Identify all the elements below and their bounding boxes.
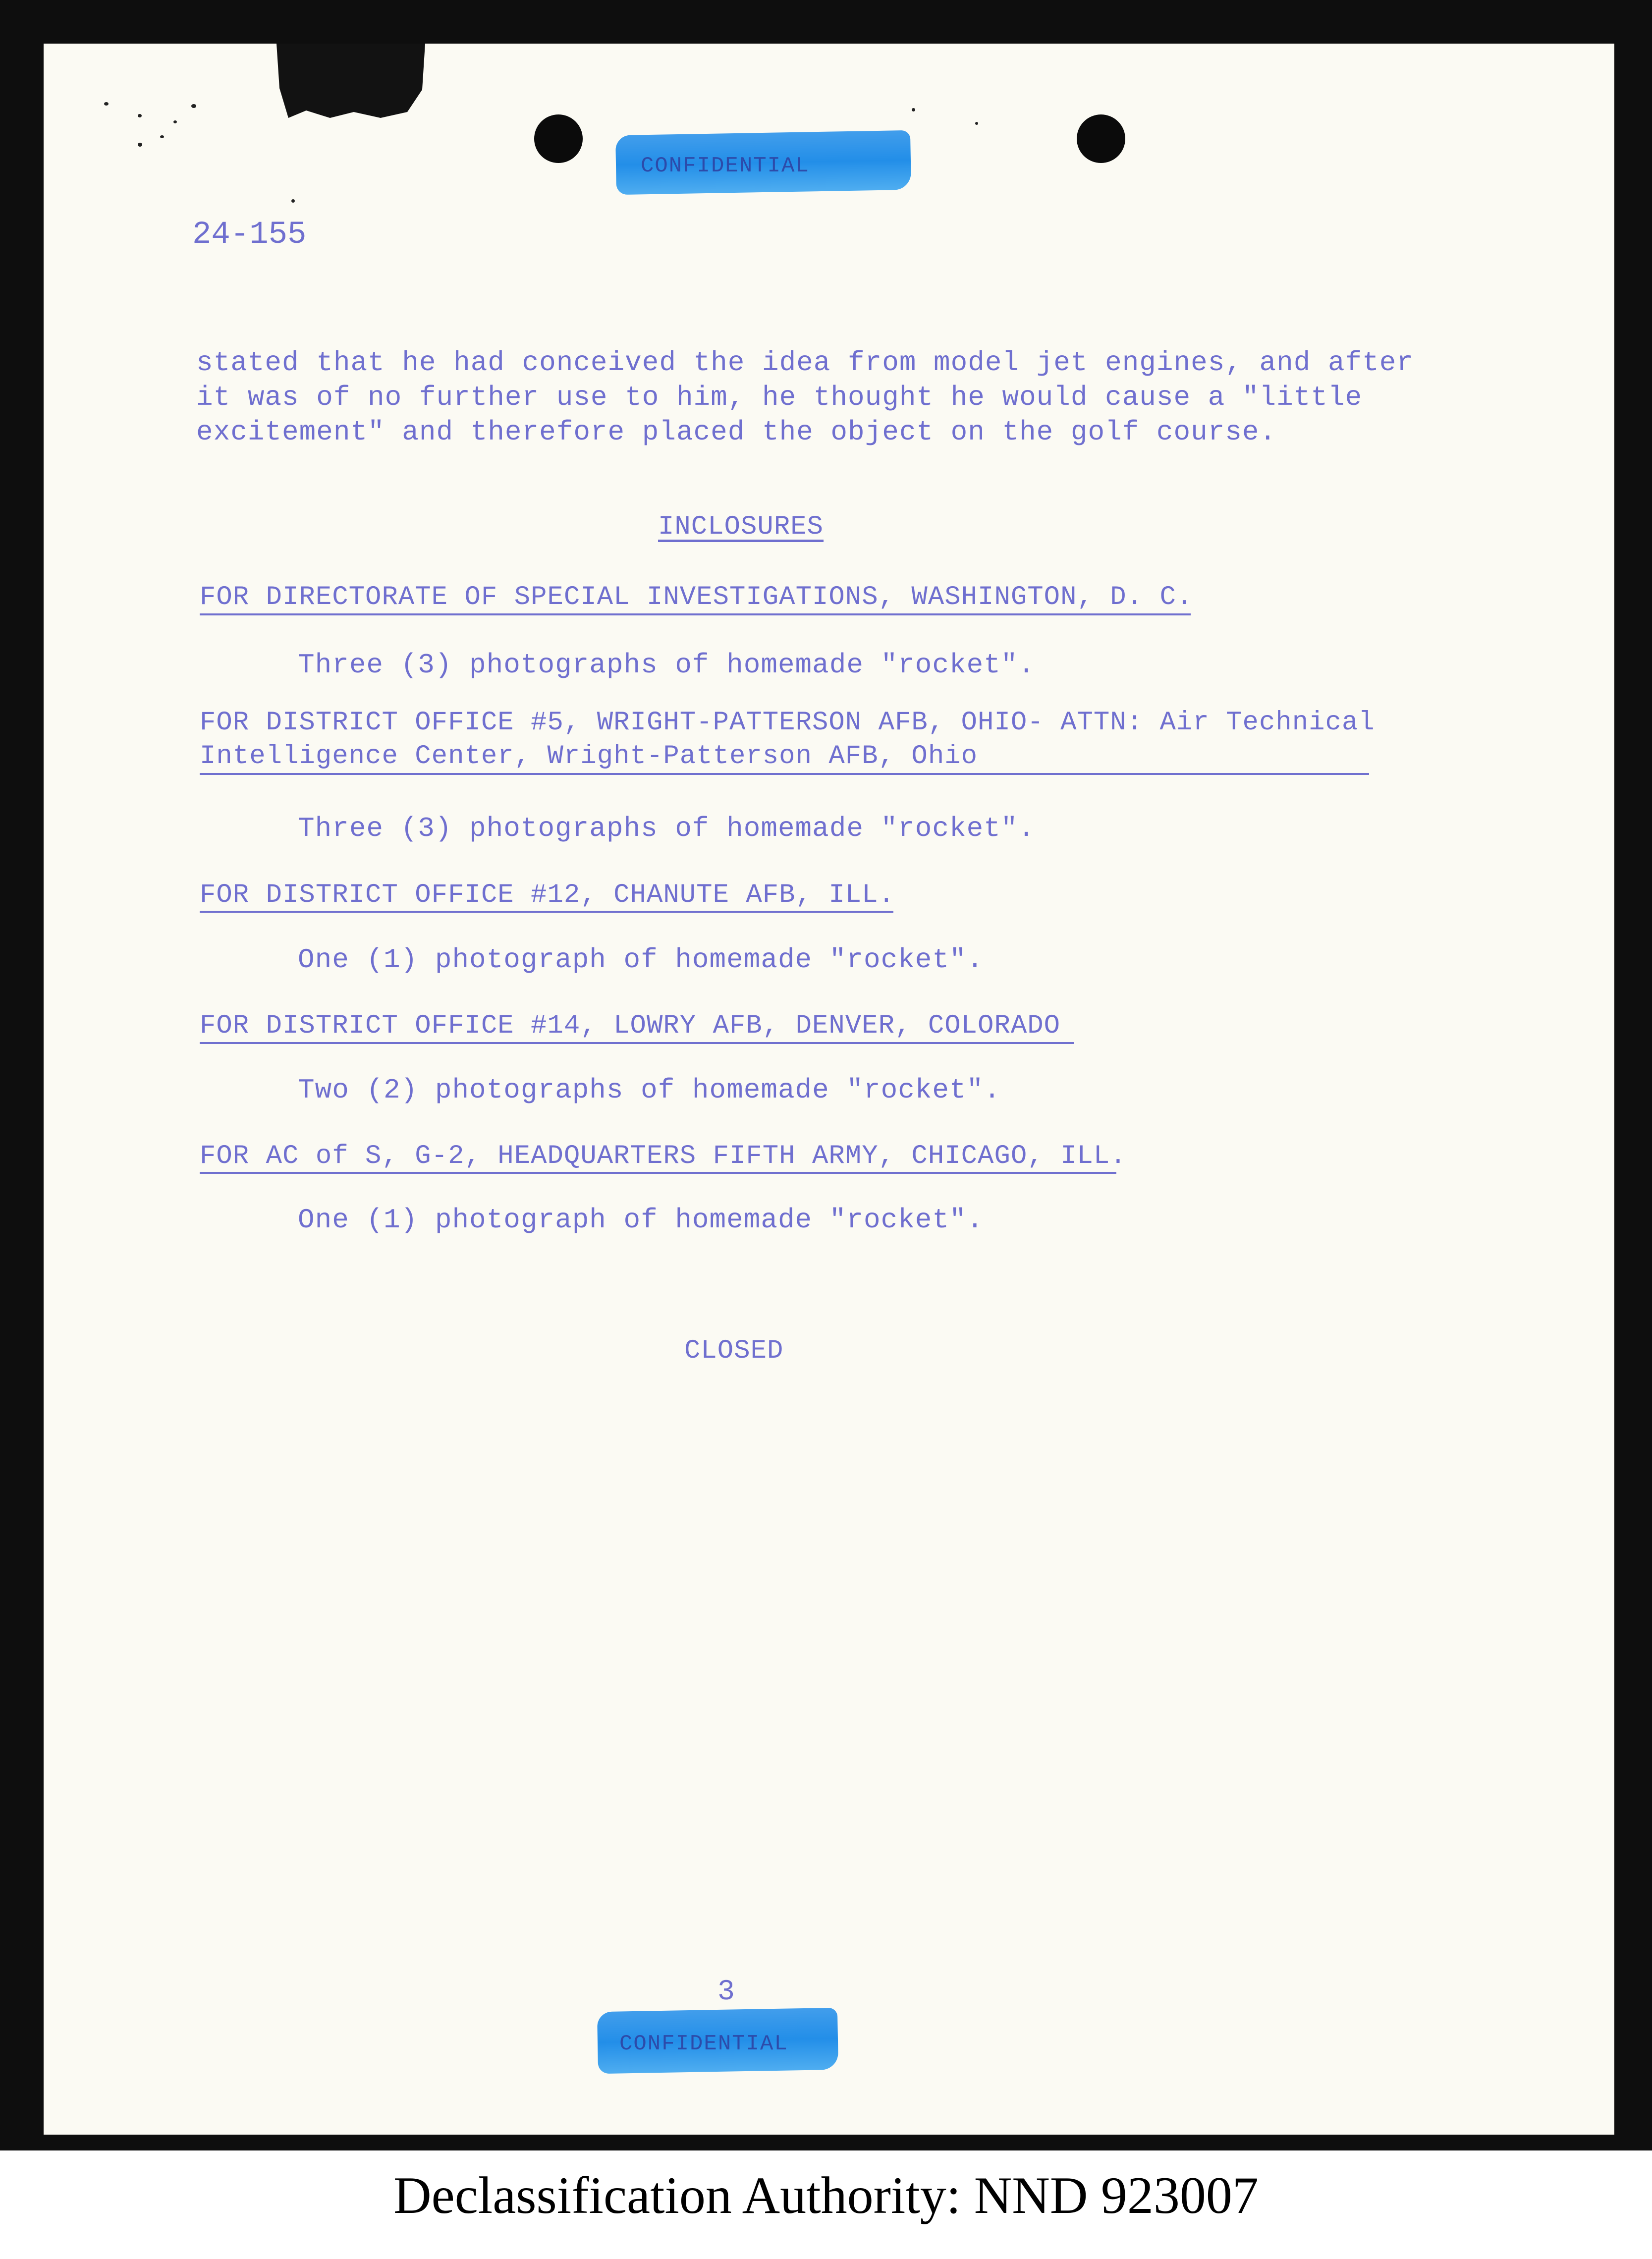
- document-page: [44, 44, 1614, 2135]
- enclosures-title: INCLOSURES: [658, 512, 824, 542]
- enclosure-item: Three (3) photographs of homemade "rocket".: [298, 649, 1036, 681]
- closing-mark: CLOSED: [684, 1336, 784, 1366]
- enclosure-heading: FOR DISTRICT OFFICE #5, WRIGHT-PATTERSON AFB, OHIO- ATTN: Air Technical: [200, 708, 1375, 738]
- heading-underline: [200, 911, 893, 913]
- enclosure-heading: FOR DISTRICT OFFICE #12, CHANUTE AFB, ILL.: [200, 880, 895, 910]
- heading-underline: [200, 773, 1369, 775]
- heading-underline: [200, 1172, 1116, 1174]
- heading-underline: [200, 1042, 1074, 1044]
- dust-speck: [104, 102, 109, 106]
- punch-hole-left: [534, 114, 583, 163]
- body-line: stated that he had conceived the idea from model jet engines, and after: [196, 347, 1414, 379]
- punch-hole-right: [1077, 114, 1125, 163]
- body-line: it was of no further use to him, he thought he would cause a "little: [196, 382, 1363, 413]
- body-line: excitement" and therefore placed the object on the golf course.: [196, 416, 1277, 448]
- dust-speck: [291, 199, 295, 203]
- dust-speck: [191, 104, 196, 108]
- enclosure-item: One (1) photograph of homemade "rocket".: [298, 1204, 984, 1236]
- dust-speck: [912, 108, 915, 111]
- enclosure-heading: Intelligence Center, Wright-Patterson AFB, Ohio: [200, 741, 978, 771]
- page-number: 3: [717, 1976, 735, 2008]
- file-number: 24-155: [192, 217, 307, 253]
- enclosure-item: Two (2) photographs of homemade "rocket".: [298, 1074, 1001, 1106]
- classification-top: CONFIDENTIAL: [641, 154, 810, 178]
- declassification-caption: Declassification Authority: NND 923007: [393, 2166, 1259, 2224]
- classification-bottom: CONFIDENTIAL: [619, 2032, 788, 2056]
- enclosure-heading: FOR DISTRICT OFFICE #14, LOWRY AFB, DENVER, COLORADO: [200, 1011, 1061, 1041]
- dust-speck: [160, 135, 164, 138]
- dust-speck: [975, 122, 978, 125]
- enclosure-item: Three (3) photographs of homemade "rocket".: [298, 813, 1036, 844]
- enclosure-heading: FOR DIRECTORATE OF SPECIAL INVESTIGATIONS, WASHINGTON, D. C.: [200, 582, 1193, 612]
- heading-underline: [200, 613, 1191, 615]
- enclosure-heading: FOR AC of S, G-2, HEADQUARTERS FIFTH ARMY, CHICAGO, ILL.: [200, 1141, 1127, 1171]
- enclosure-item: One (1) photograph of homemade "rocket".: [298, 944, 984, 976]
- torn-corner: [276, 44, 425, 118]
- dust-speck: [173, 120, 177, 123]
- dust-speck: [138, 114, 142, 117]
- dust-speck: [138, 143, 142, 147]
